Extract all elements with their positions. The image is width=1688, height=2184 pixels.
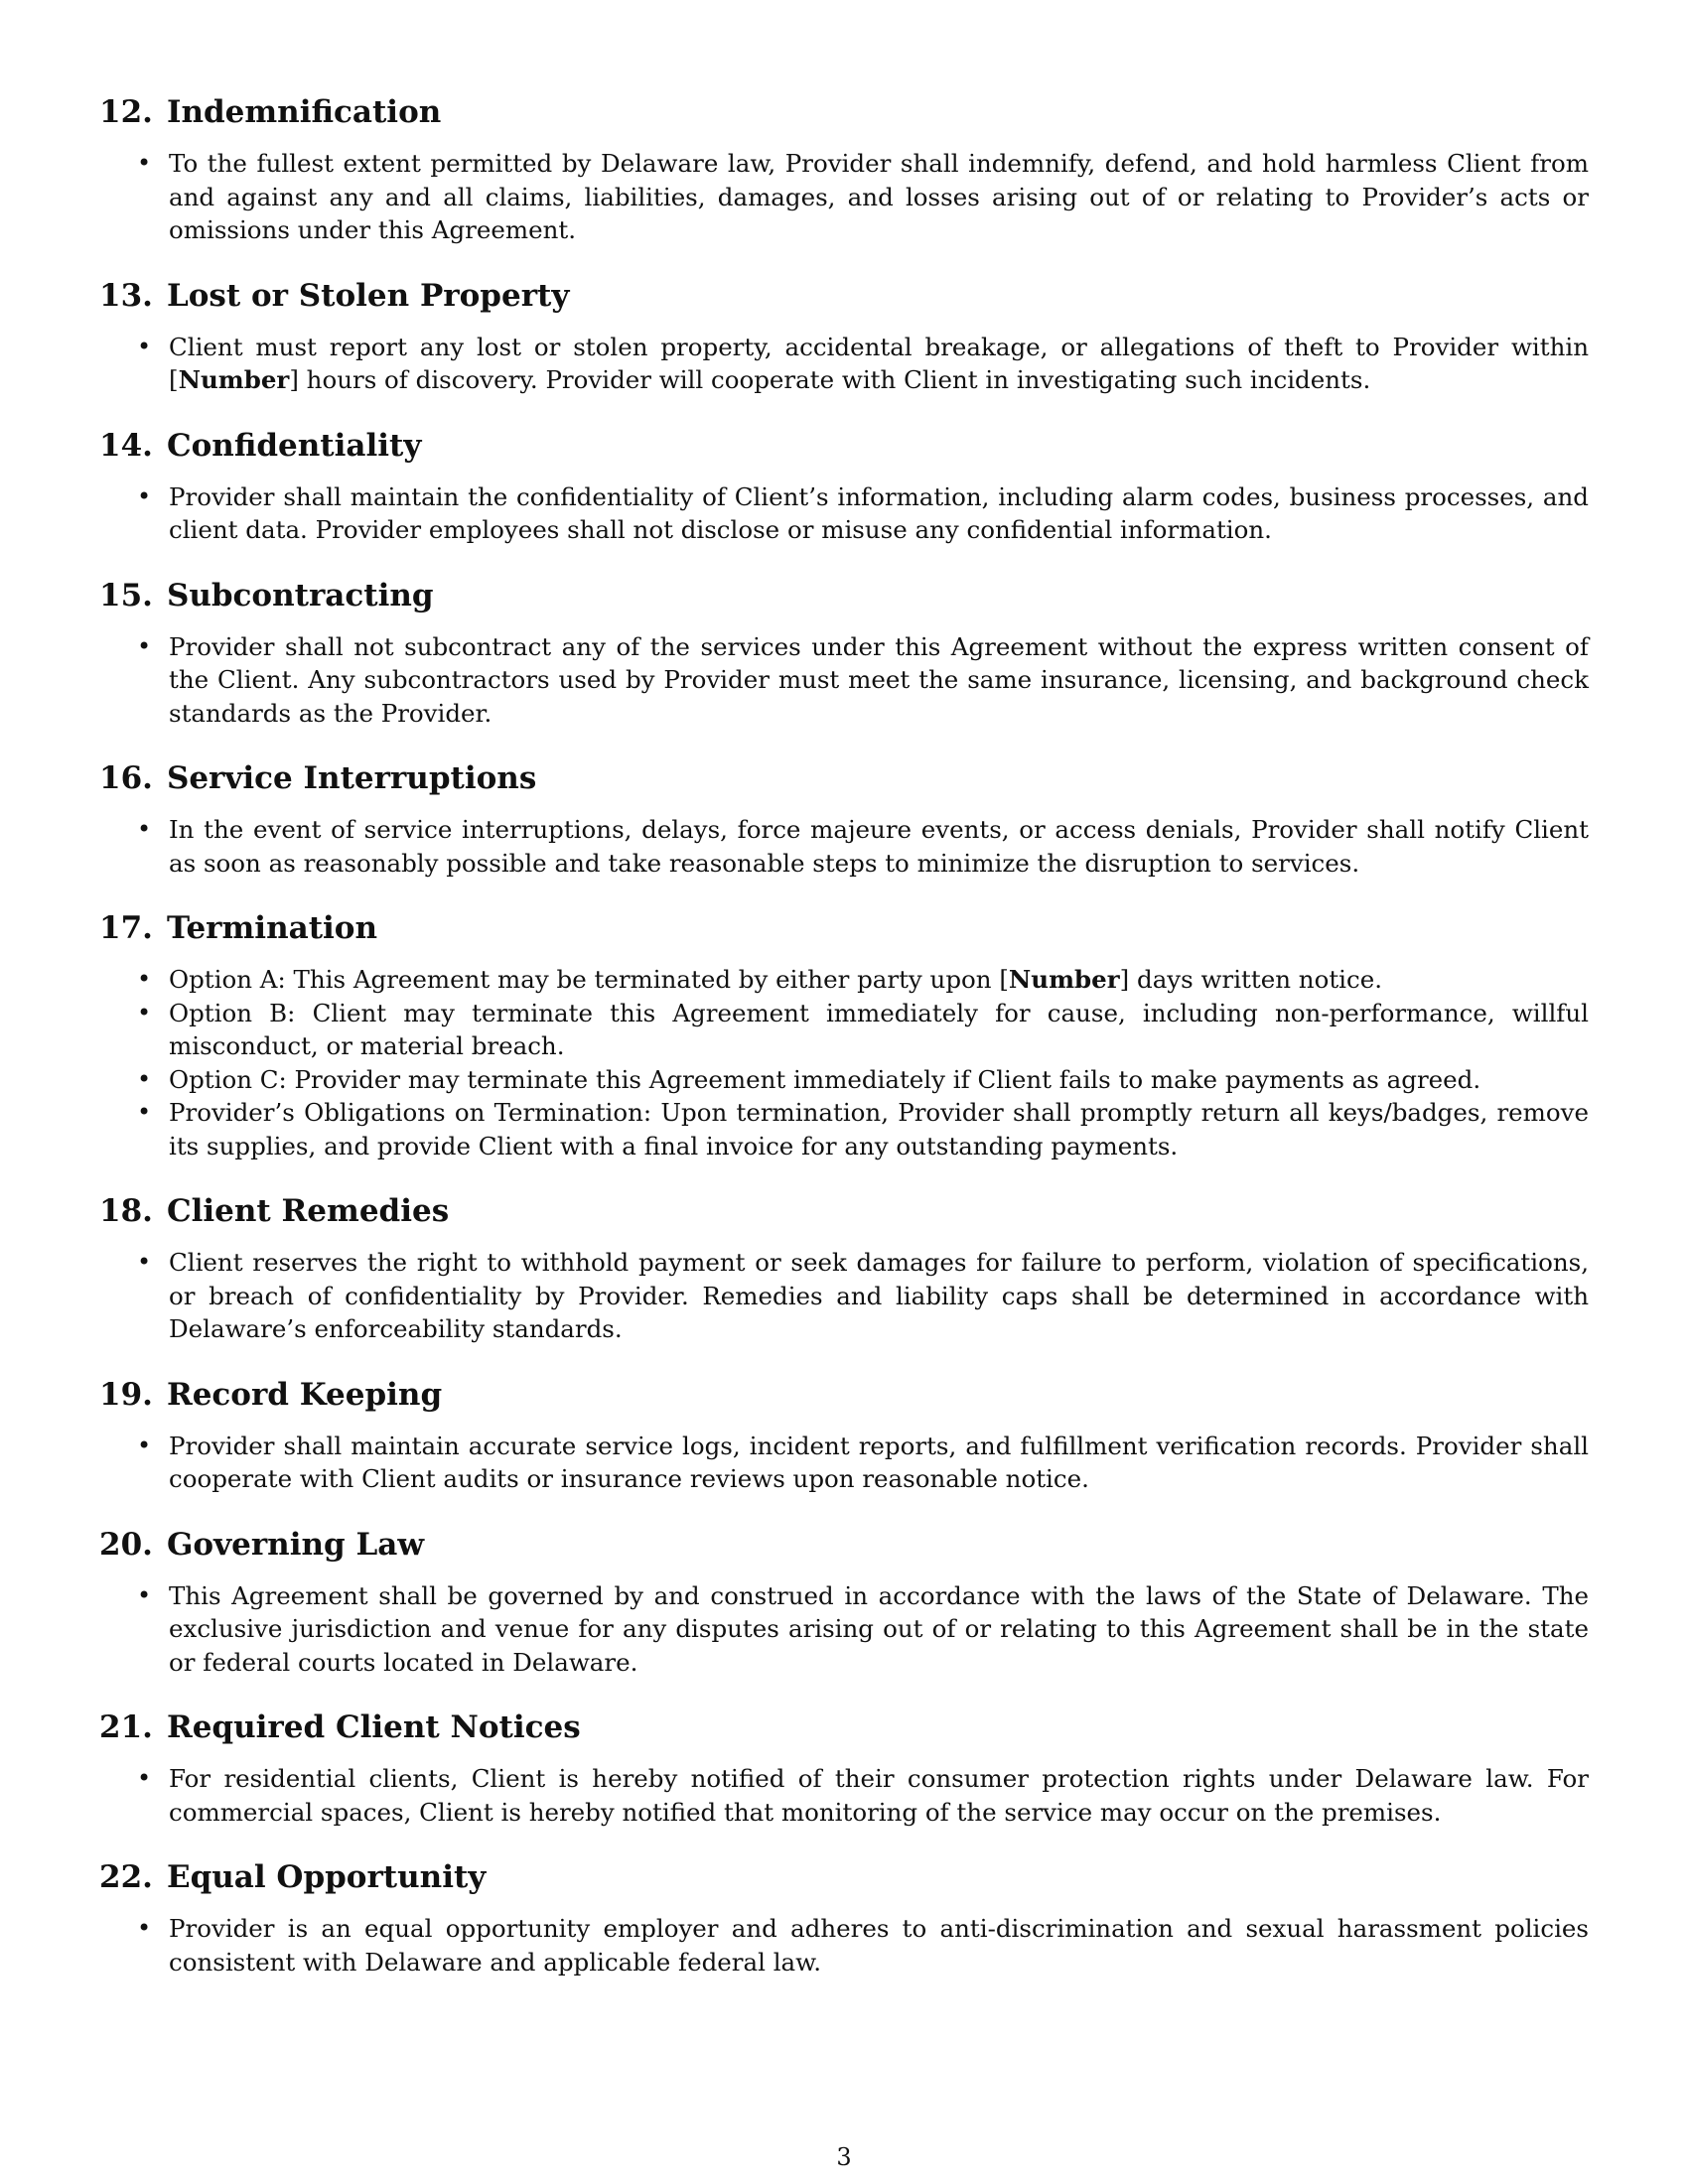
section-16 <box>99 757 1589 880</box>
section-title: Confidentiality <box>166 427 422 464</box>
bullet-item <box>99 1579 1589 1680</box>
section-number: 21. <box>99 1709 153 1745</box>
section-number: 12. <box>99 94 153 130</box>
section-heading <box>99 1190 1589 1232</box>
section-heading <box>99 1856 1589 1898</box>
bullet-text: Provider shall maintain the confidentiality of Client’s information, including alarm codes, business processes, and client data. Provider employees shall not disclose or misuse any confidential information. <box>169 481 1589 544</box>
section-title: Subcontracting <box>166 577 434 614</box>
section-13 <box>99 275 1589 397</box>
bullet-item <box>99 1246 1589 1346</box>
bullet-text: ] days written notice. <box>1119 965 1383 994</box>
bullet-item <box>99 1063 1589 1097</box>
section-heading <box>99 1706 1589 1748</box>
section-20 <box>99 1524 1589 1680</box>
bullet-list <box>99 1912 1589 1979</box>
section-heading <box>99 1524 1589 1566</box>
section-12 <box>99 91 1589 247</box>
section-number: 13. <box>99 277 153 314</box>
bullet-item <box>99 1430 1589 1496</box>
section-heading <box>99 575 1589 616</box>
bullet-list <box>99 1762 1589 1829</box>
bullet-text: Option B: Client may terminate this Agreement immediately for cause, including non-performance, willful misconduct, or material breach. <box>169 998 1589 1060</box>
section-number: 22. <box>99 1859 153 1895</box>
section-number: 14. <box>99 427 153 464</box>
section-17 <box>99 907 1589 1162</box>
bullet-item <box>99 630 1589 731</box>
section-title: Governing Law <box>166 1526 425 1563</box>
section-heading <box>99 425 1589 467</box>
bullet-list <box>99 1430 1589 1496</box>
section-heading <box>99 275 1589 317</box>
section-number: 19. <box>99 1376 153 1413</box>
section-number: 17. <box>99 910 153 946</box>
bullet-list <box>99 147 1589 247</box>
bullet-text: Provider shall maintain accurate service logs, incident reports, and fulfillment verification records. Provider shall cooperate with Client audits or insurance reviews upon reasonable notice. <box>169 1431 1589 1493</box>
bullet-list <box>99 630 1589 731</box>
bullet-item <box>99 1762 1589 1829</box>
bullet-text: Provider is an equal opportunity employer and adheres to anti-discrimination and sexual harassment policies consistent with Delaware and applicable federal law. <box>169 1914 1589 1977</box>
bullet-list <box>99 480 1589 547</box>
bullet-list <box>99 1579 1589 1680</box>
bullet-text: Provider shall not subcontract any of the services under this Agreement without the express written consent of the Client. Any subcontractors used by Provider must meet the same insurance, licensing, and background check standards as the Provider. <box>169 631 1589 728</box>
bullet-text: To the fullest extent permitted by Delaware law, Provider shall indemnify, defend, and hold harmless Client from and against any and all claims, liabilities, damages, and losses arising out of or relating to Provider’s acts or omissions under this Agreement. <box>169 149 1589 244</box>
section-19 <box>99 1374 1589 1496</box>
bullet-item <box>99 813 1589 880</box>
bullet-item <box>99 1912 1589 1979</box>
bullet-item <box>99 963 1589 997</box>
section-number: 20. <box>99 1526 153 1563</box>
bullet-text: For residential clients, Client is hereby notified of their consumer protection rights under Delaware law. For commercial spaces, Client is hereby notified that monitoring of the service may occur on the premises. <box>169 1764 1589 1827</box>
bullet-text: This Agreement shall be governed by and construed in accordance with the laws of the State of Delaware. The exclusive jurisdiction and venue for any disputes arising out of or relating to this Agreement shall be in the state or federal courts located in Delaware. <box>169 1580 1589 1677</box>
bullet-item <box>99 331 1589 397</box>
page-content <box>99 91 1589 2006</box>
section-number: 18. <box>99 1193 153 1229</box>
section-title: Termination <box>166 910 378 946</box>
section-18 <box>99 1190 1589 1346</box>
section-title: Service Interruptions <box>166 760 537 796</box>
section-21 <box>99 1706 1589 1829</box>
section-22 <box>99 1856 1589 1979</box>
bullet-list <box>99 963 1589 1162</box>
placeholder-field: Number <box>1008 965 1120 994</box>
section-title: Client Remedies <box>166 1193 450 1229</box>
section-title: Indemnification <box>166 94 442 130</box>
bullet-item <box>99 147 1589 247</box>
bullet-item <box>99 480 1589 547</box>
section-15 <box>99 575 1589 731</box>
bullet-text: Client reserves the right to withhold payment or seek damages for failure to perform, violation of specifications, or breach of confidentiality by Provider. Remedies and liability caps shall be determined in accordance with Delaware’s enforceability standards. <box>169 1248 1589 1343</box>
section-heading <box>99 757 1589 799</box>
bullet-text: Client must report any lost or stolen property, accidental breakage, or allegations of theft to Provider within [ <box>169 332 1589 394</box>
section-heading <box>99 907 1589 949</box>
bullet-item <box>99 997 1589 1063</box>
section-title: Equal Opportunity <box>166 1859 487 1895</box>
bullet-list <box>99 1246 1589 1346</box>
section-number: 15. <box>99 577 153 614</box>
bullet-text: ] hours of discovery. Provider will cooperate with Client in investigating such incidents. <box>289 365 1371 394</box>
section-number: 16. <box>99 760 153 796</box>
bullet-text: Option C: Provider may terminate this Agreement immediately if Client fails to make payments as agreed. <box>169 1064 1481 1094</box>
bullet-list <box>99 813 1589 880</box>
section-heading <box>99 1374 1589 1416</box>
section-heading <box>99 91 1589 133</box>
bullet-text: Provider’s Obligations on Termination: Upon termination, Provider shall promptly return all keys/badges, remove its supplies, and provide Client with a final invoice for any outstanding payments. <box>169 1098 1589 1160</box>
section-title: Required Client Notices <box>166 1709 581 1745</box>
bullet-text: In the event of service interruptions, delays, force majeure events, or access denials, Provider shall notify Client as soon as reasonably possible and take reasonable steps to minimize the disruption to services. <box>169 815 1589 878</box>
page-number: 3 <box>836 2143 852 2171</box>
bullet-item <box>99 1096 1589 1162</box>
placeholder-field: Number <box>178 365 290 394</box>
section-14 <box>99 425 1589 547</box>
section-title: Record Keeping <box>166 1376 443 1413</box>
bullet-list <box>99 331 1589 397</box>
bullet-text: Option A: This Agreement may be terminated by either party upon [ <box>169 965 1009 994</box>
section-title: Lost or Stolen Property <box>166 277 570 314</box>
